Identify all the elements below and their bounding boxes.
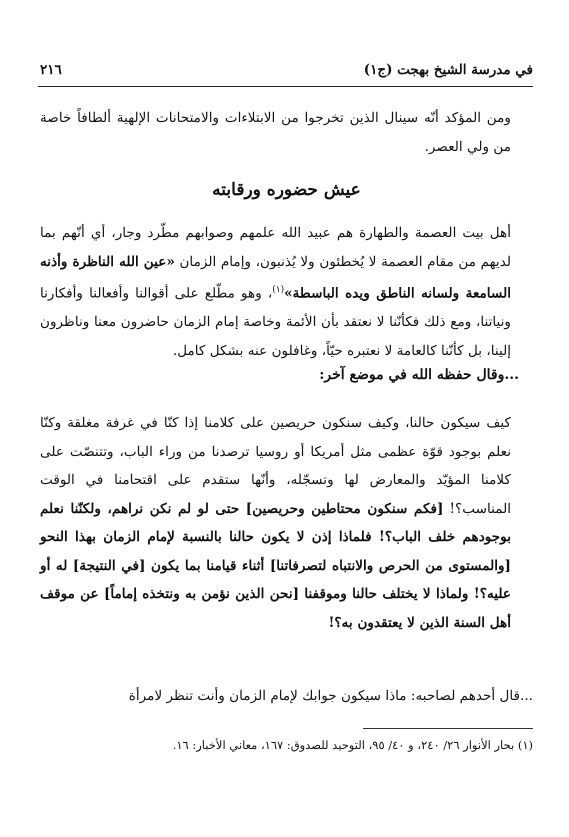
paragraph-3 bbox=[40, 409, 533, 637]
paragraph-2-text-b: ، وهو مطّلع على أقوالنا وأفعالنا وأفكارنا ونياتنا، ومع ذلك فكأنّنا لا نعتقد بأن الأئمة وخاصة إمام الزمان حاضرون معنا وناظرون إلينا، بل كأنّنا كالعامة لا نعتبره حيّاً، وغافلون عنه بشكل كامل. bbox=[40, 285, 511, 359]
section-heading: عيش حضوره ورقابته bbox=[212, 180, 361, 200]
running-title: في مدرسة الشيخ بهجت (ج١) bbox=[363, 62, 533, 78]
paragraph-4: ...قال أحدهم لصاحبه: ماذا سيكون جوابك لإمام الزمان وأنت تنظر لامرأة bbox=[128, 688, 533, 704]
paragraph-2-text-a: أهل بيت العصمة والطهارة هم عبيد الله علمهم وصوابهم مطّرد وجار، أي أنّهم بما لديهم من مقام العصمة لا يُخطئون ولا يُذنبون، وإمام الزمان bbox=[40, 225, 511, 270]
footnote-divider bbox=[363, 728, 533, 729]
running-header bbox=[38, 58, 533, 87]
paragraph-2-quote: «عين الله الناظرة وأذنه السامعة ولسانه الناطق ويده الباسطة» bbox=[40, 253, 511, 302]
paragraph-2 bbox=[40, 219, 533, 365]
paragraph-3-bold: [فكم سنكون محتاطين وحريصين] حتى لو لم نكن نراهم، ولكنّنا نعلم بوجودهم خلف الباب؟! فلماذا إذن لا يكون حالنا بالنسبة لإمام الزمان بهذا النحو [والمستوى من الحرص والانتباه لتصرفاتنا] أثناء قيامنا بما يكون [في النتيجة] له أو عليه؟! ولماذا لا يختلف حالنا وموقفنا [نحن الذين نؤمن به ونتخذه إماماً] عن موقف أهل السنة الذين لا يعتقدون به؟! bbox=[40, 500, 511, 631]
paragraph-3-text-a: كيف سيكون حالنا، وكيف سنكون حريصين على كلامنا إذا كنّا في غرفة مغلقة وكنّا نعلم بوجود قوّة عظمى مثل أمريكا أو روسيا ترصدنا من وراء الباب، وتتنصّت على كلامنا المؤيّد والمعارض لها وتسجّله، وأنّها ستقدم على اقتحامنا في الوقت المناسب؟! bbox=[40, 415, 511, 517]
subheading: ...وقال حفظه الله في موضع آخر: bbox=[319, 367, 519, 383]
page-number: ٢١٦ bbox=[40, 62, 62, 78]
paragraph-1: ومن المؤكد أنّه سينال الذين تخرجوا من الابتلاءات والامتحانات الإلهية ألطافاً خاصة من ولي العصر. bbox=[40, 110, 511, 155]
footnote-marker: (١) bbox=[272, 285, 285, 295]
footnote: (١) بحار الأنوار ٢٦/ ٢٤٠، و ٤٠/ ٩٥، التوحيد للصدوق: ١٦٧، معاني الأخبار: ١٦. bbox=[172, 738, 533, 752]
